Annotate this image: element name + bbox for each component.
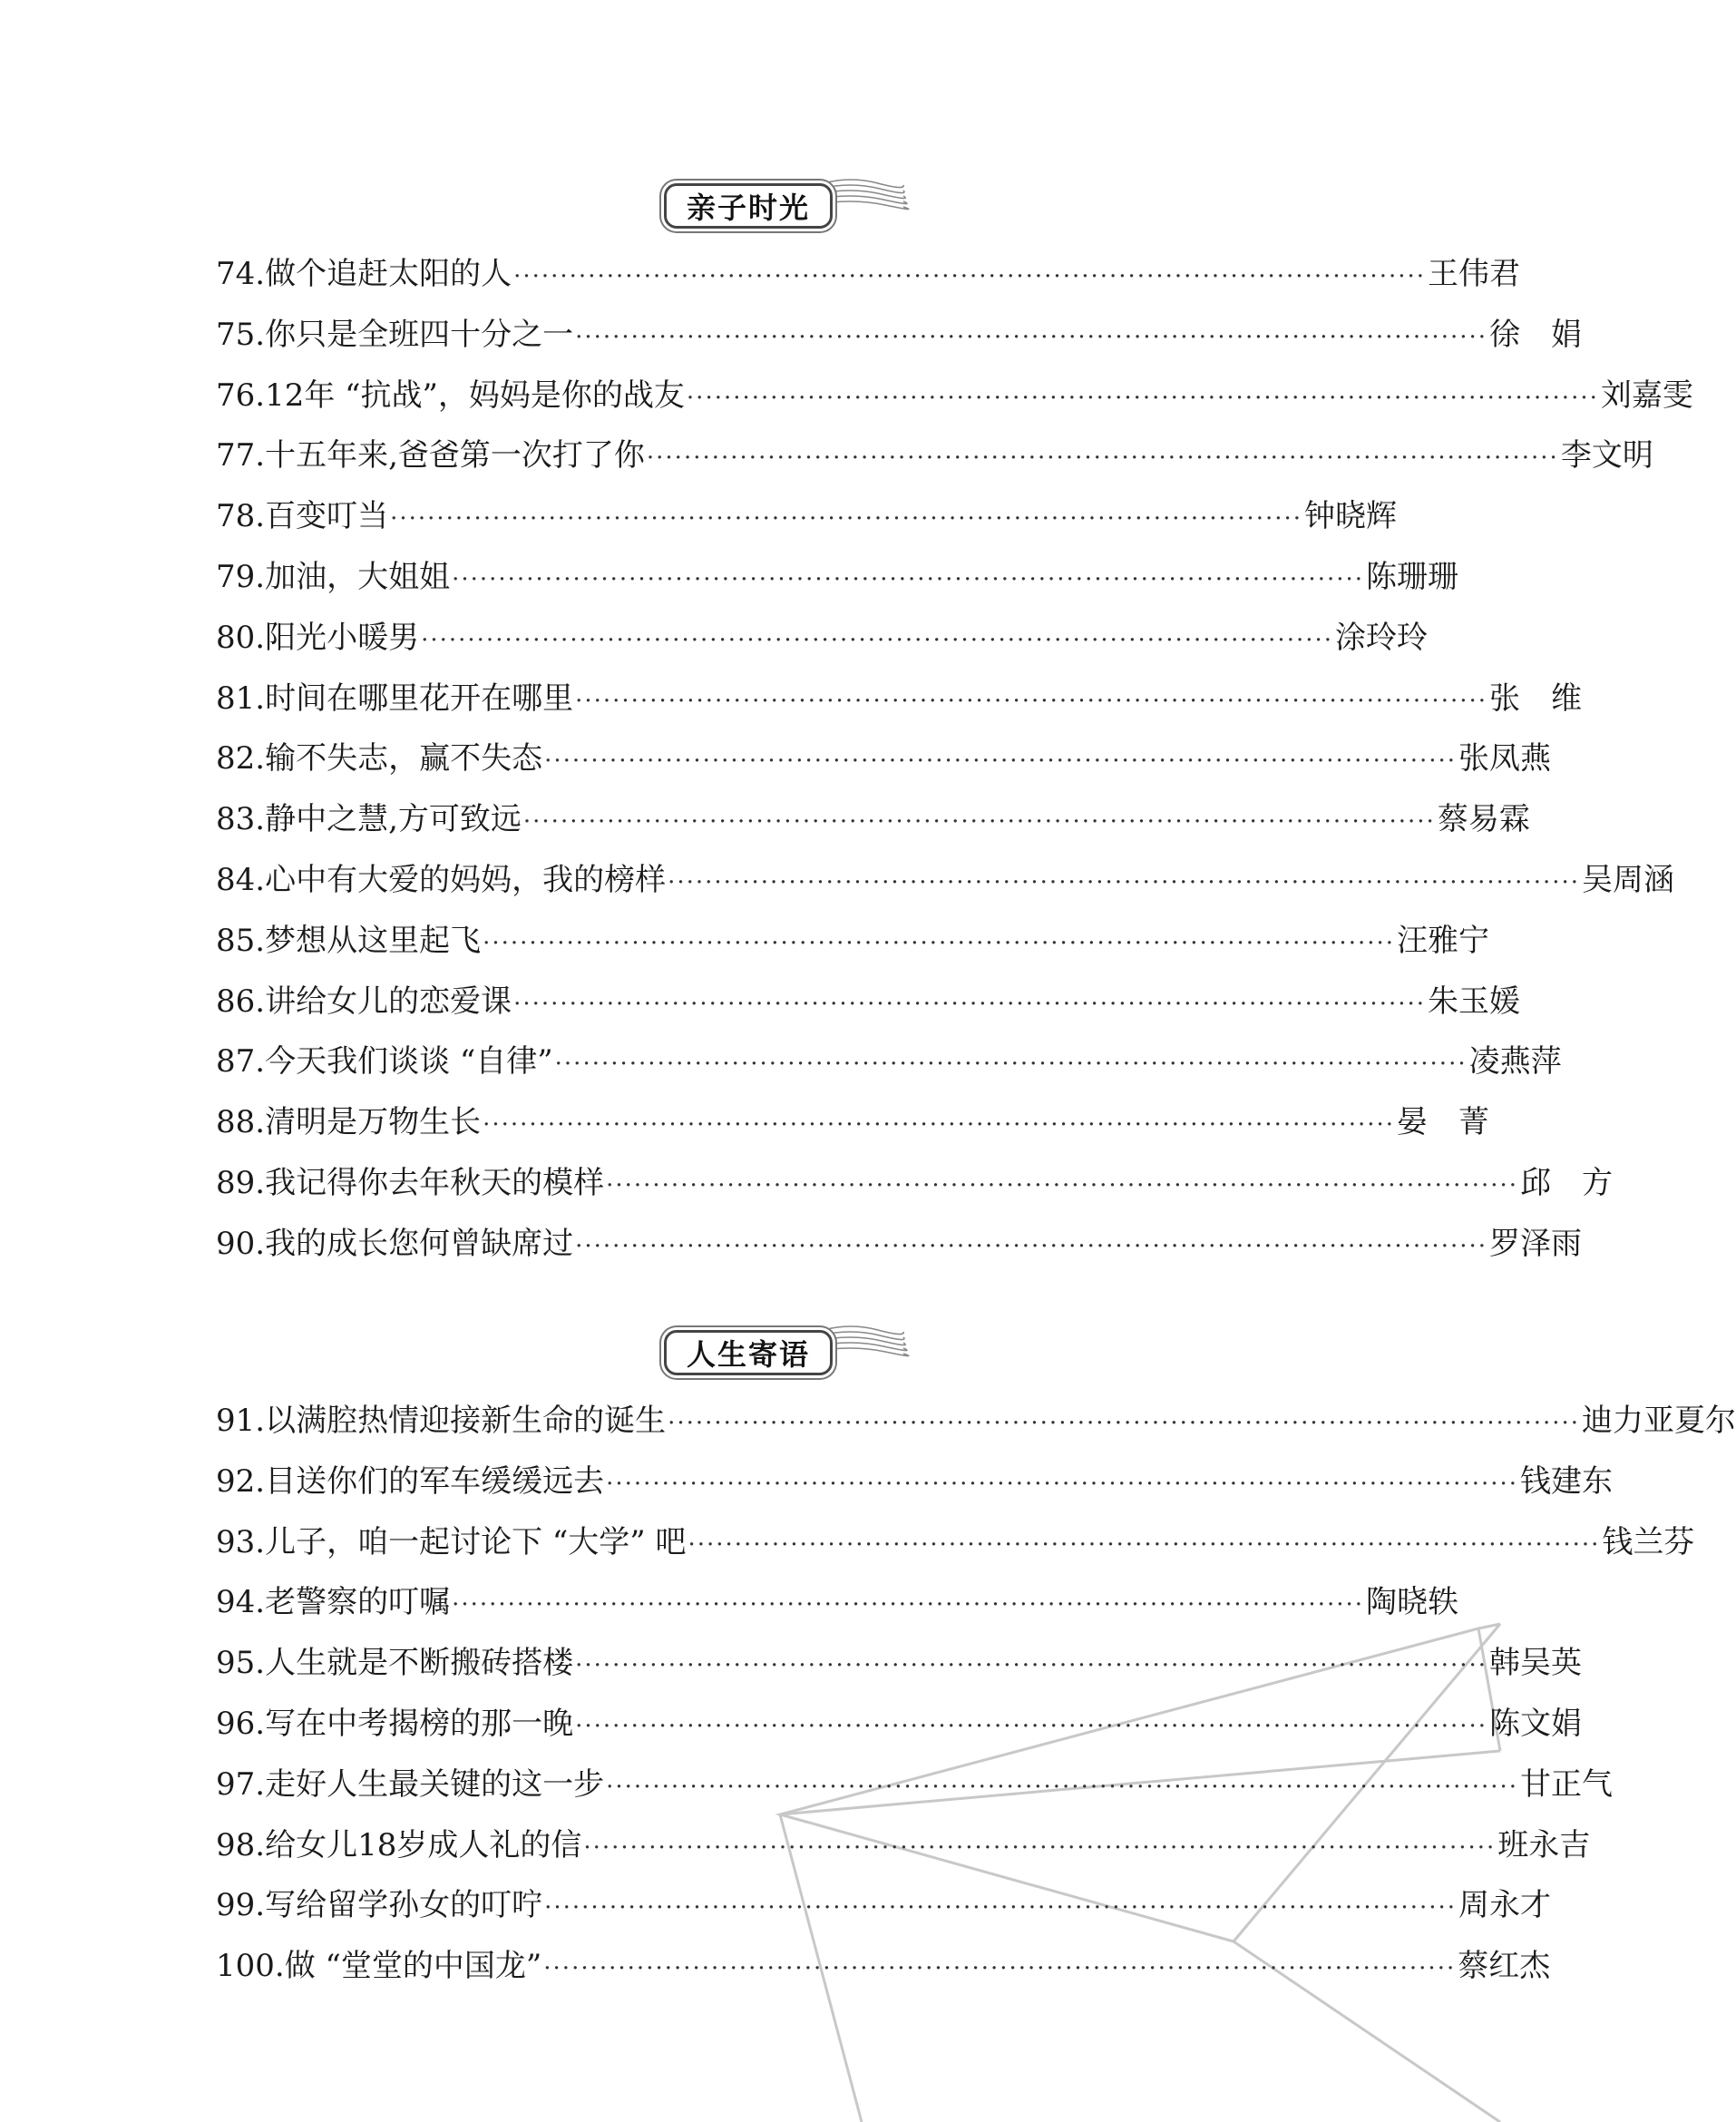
leader-dots: ·································································································· [668,1410,1581,1437]
entry-number: 84. [216,861,266,898]
entry-number: 95. [216,1645,266,1682]
entry-title: 人生就是不断搬砖搭楼 [265,1645,574,1682]
entry-title: 走好人生最关键的这一步 [265,1765,605,1803]
leader-dots: ·································································································· [390,505,1303,533]
toc-entry[interactable] [216,1517,1695,1578]
leader-dots: ·································································································· [668,868,1581,896]
entry-author: 钱建东 [1520,1462,1614,1500]
section-title: 人生寄语 [664,1330,833,1375]
entry-title: 梦想从这里起飞 [265,922,482,959]
entry-author: 凌燕萍 [1468,1043,1562,1081]
toc-entry[interactable] [216,1880,1552,1941]
toc-entry[interactable] [216,673,1583,734]
leader-dots: ·································································································· [583,1834,1497,1862]
leader-dots: ·································································································· [543,1955,1457,1983]
section-parent-child [216,178,1693,1279]
toc-entry[interactable] [216,1158,1614,1218]
entry-author: 班永吉 [1497,1826,1591,1863]
entry-author: 韩吴英 [1489,1645,1583,1682]
toc-entry[interactable] [216,1698,1583,1759]
leader-dots: ·································································································· [646,445,1559,473]
toc-entry[interactable] [216,855,1675,915]
toc-entry[interactable] [216,915,1490,976]
entry-author: 陶晓轶 [1366,1584,1459,1621]
toc-entry[interactable] [216,1036,1562,1097]
leader-dots: ·································································································· [452,565,1365,593]
toc-entry[interactable] [216,1395,1736,1456]
entry-title: 输不失志，赢不失态 [265,740,543,777]
leader-dots: ·································································································· [554,1051,1468,1079]
entry-number: 88. [216,1104,266,1141]
section-heading-wrap [216,178,1279,234]
entry-author: 晏 菁 [1397,1104,1490,1141]
leader-dots: ·································································································· [513,263,1427,290]
entry-number: 79. [216,558,266,595]
leader-dots: ·································································································· [544,748,1458,776]
entry-number: 100. [216,1948,285,1985]
toc-list [216,1395,1736,2001]
entry-title: 百变叮当 [265,498,389,535]
toc-entry[interactable] [216,733,1552,794]
leader-dots: ·································································································· [483,929,1396,957]
entry-title: 以满腔热情迎接新生命的诞生 [265,1403,667,1439]
leader-dots: ·································································································· [522,808,1436,836]
entry-title: 十五年来,爸爸第一次打了你 [265,437,645,474]
entry-number: 93. [216,1523,266,1560]
entry-title: 心中有大爱的妈妈，我的榜样 [265,861,667,898]
entry-title: 我记得你去年秋天的模样 [265,1164,605,1201]
toc-entry[interactable] [216,309,1583,370]
entry-author: 涂玲玲 [1335,619,1429,656]
entry-title: 儿子，咱一起讨论下 “大学” 吧 [265,1523,687,1560]
entry-title: 静中之慧,方可致远 [265,801,522,838]
entry-author: 张凤燕 [1458,740,1552,777]
entry-title: 清明是万物生长 [265,1104,482,1141]
leader-dots: ·································································································· [452,1591,1365,1619]
entry-number: 98. [216,1826,266,1863]
entry-number: 85. [216,922,266,959]
toc-entry[interactable] [216,1218,1583,1279]
leader-dots: ·································································································· [483,1111,1396,1139]
entry-title: 加油，大姐姐 [265,558,451,595]
entry-title: 写给留学孙女的叮咛 [265,1887,543,1924]
leader-dots: ·································································································· [686,384,1599,412]
entry-title: 做 “堂堂的中国龙” [284,1948,542,1985]
entry-number: 99. [216,1887,266,1924]
entry-title: 目送你们的军车缓缓远去 [265,1462,605,1500]
entry-author: 罗泽雨 [1489,1225,1583,1262]
toc-entry[interactable] [216,552,1459,612]
entry-author: 钟晓辉 [1304,498,1398,535]
leader-dots: ·································································································· [575,1712,1488,1740]
entry-number: 89. [216,1164,266,1201]
leader-dots: ·································································································· [606,1470,1519,1498]
entry-number: 92. [216,1462,266,1500]
entry-author: 陈珊珊 [1366,558,1459,595]
entry-author: 朱玉媛 [1428,983,1521,1020]
entry-title: 12年 “抗战”，妈妈是你的战友 [265,376,685,414]
section-heading-wrap [216,1325,1279,1381]
leader-dots: ·································································································· [513,990,1427,1018]
toc-entry[interactable] [216,1577,1459,1638]
entry-title: 阳光小暖男 [265,619,420,656]
entry-title: 老警察的叮嘱 [265,1584,451,1621]
entry-author: 周永才 [1458,1887,1552,1924]
toc-entry[interactable] [216,612,1429,673]
entry-number: 82. [216,740,266,777]
entry-number: 97. [216,1765,266,1803]
toc-entry[interactable] [216,430,1653,491]
entry-number: 91. [216,1403,266,1439]
leader-dots: ·································································································· [606,1773,1519,1801]
toc-list [216,249,1693,1279]
entry-number: 94. [216,1584,266,1621]
toc-entry[interactable] [216,491,1398,552]
leader-dots: ·································································································· [544,1894,1458,1922]
entry-author: 李文明 [1560,437,1653,474]
section-life-advice [216,1325,1736,2001]
toc-entry[interactable] [216,1820,1591,1881]
leader-dots: ·································································································· [606,1171,1519,1199]
entry-number: 80. [216,619,266,656]
entry-author: 刘嘉雯 [1600,376,1693,414]
entry-number: 76. [216,376,266,414]
entry-title: 时间在哪里花开在哪里 [265,680,574,717]
toc-entry[interactable] [216,1456,1614,1517]
section-title: 亲子时光 [664,183,833,229]
toc-entry[interactable] [216,1638,1583,1698]
entry-author: 陈文娟 [1489,1705,1583,1742]
entry-author: 徐 娟 [1489,316,1583,353]
toc-entry[interactable] [216,1759,1614,1820]
toc-entry[interactable] [216,794,1530,855]
entry-author: 王伟君 [1428,256,1521,292]
entry-number: 83. [216,801,266,838]
toc-entry[interactable] [216,1941,1551,2001]
entry-author: 汪雅宁 [1397,922,1490,959]
leader-dots: ·································································································· [421,626,1334,654]
entry-title: 我的成长您何曾缺席过 [265,1225,574,1262]
entry-number: 74. [216,256,266,292]
entry-author: 张 维 [1489,680,1583,717]
entry-title: 做个追赶太阳的人 [265,256,512,292]
leader-dots: ·································································································· [575,1232,1488,1260]
entry-author: 邱 方 [1520,1164,1614,1201]
toc-entry[interactable] [216,370,1693,431]
entry-title: 你只是全班四十分之一 [265,316,574,353]
entry-author: 甘正气 [1520,1765,1614,1803]
entry-title: 给女儿18岁成人礼的信 [265,1826,582,1863]
entry-number: 90. [216,1225,266,1262]
entry-number: 86. [216,983,266,1020]
entry-number: 75. [216,316,266,353]
entry-number: 81. [216,680,266,717]
entry-number: 96. [216,1705,266,1742]
toc-entry[interactable] [216,1097,1490,1158]
entry-title: 今天我们谈谈 “自律” [265,1043,553,1081]
entry-title: 写在中考揭榜的那一晚 [265,1705,574,1742]
entry-number: 87. [216,1043,266,1081]
leader-dots: ·································································································· [575,323,1488,351]
toc-entry[interactable] [216,249,1521,309]
entry-author: 吴周涵 [1582,861,1675,898]
entry-number: 78. [216,498,266,535]
toc-entry[interactable] [216,976,1521,1037]
entry-author: 蔡红杰 [1458,1948,1551,1985]
entry-author: 迪力亚夏尔 [1582,1403,1736,1439]
entry-author: 钱兰芬 [1602,1523,1695,1560]
entry-title: 讲给女儿的恋爱课 [265,983,512,1020]
entry-author: 蔡易霖 [1437,801,1530,838]
leader-dots: ·································································································· [688,1530,1601,1559]
entry-number: 77. [216,437,266,474]
leader-dots: ·································································································· [575,687,1488,715]
leader-dots: ·································································································· [575,1652,1488,1680]
